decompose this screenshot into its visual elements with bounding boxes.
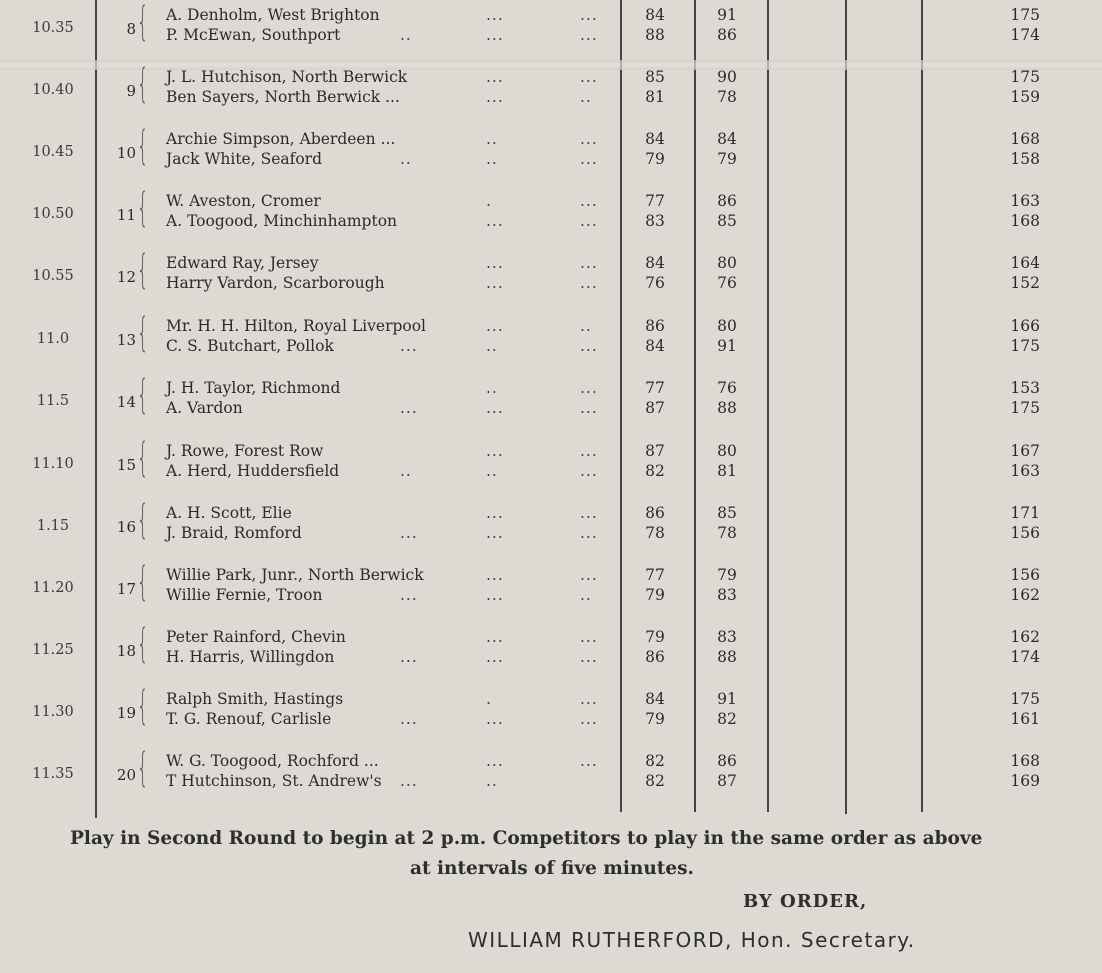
- round-2-score: 85: [717, 212, 737, 230]
- pair-number: 10: [116, 144, 136, 162]
- total-score: 167: [1010, 442, 1040, 460]
- leader-dots: ...: [486, 68, 504, 86]
- player-name: Mr. H. H. Hilton, Royal Liverpool: [166, 317, 427, 335]
- total-score: 161: [1010, 710, 1040, 728]
- player-name: Archie Simpson, Aberdeen ...: [166, 130, 396, 148]
- pairing-row: [0, 373, 1102, 435]
- brace-icon: {: [137, 621, 149, 667]
- round-1-score: 79: [645, 150, 665, 168]
- leader-dots: ...: [486, 88, 504, 106]
- total-score: 158: [1010, 150, 1040, 168]
- total-score: 175: [1010, 337, 1040, 355]
- round-1-score: 77: [645, 566, 665, 584]
- leader-dots: ...: [580, 442, 598, 460]
- pairing-row: [0, 622, 1102, 684]
- total-score: 174: [1010, 26, 1040, 44]
- leader-dots: ...: [580, 26, 598, 44]
- start-time: 10.35: [32, 20, 74, 36]
- round-1-score: 79: [645, 586, 665, 604]
- round-2-score: 80: [717, 442, 737, 460]
- leader-dots: ..: [580, 586, 592, 604]
- leader-dots: ...: [486, 628, 504, 646]
- round-2-score: 83: [717, 586, 737, 604]
- leader-dots: ...: [580, 524, 598, 542]
- round-1-score: 87: [645, 442, 665, 460]
- total-score: 152: [1010, 274, 1040, 292]
- brace-icon: {: [137, 61, 149, 107]
- pairing-row: [0, 560, 1102, 622]
- leader-dots: ...: [400, 337, 418, 355]
- start-time: 11.10: [32, 456, 74, 472]
- player-name: A. H. Scott, Elie: [166, 504, 292, 522]
- player-name: Edward Ray, Jersey: [166, 254, 319, 272]
- player-name: T Hutchinson, St. Andrew's: [166, 772, 382, 790]
- leader-dots: ...: [486, 254, 504, 272]
- leader-dots: ..: [400, 150, 412, 168]
- pairing-row: [0, 62, 1102, 124]
- brace-icon: {: [137, 497, 149, 543]
- pairing-row: [0, 311, 1102, 373]
- player-name: C. S. Butchart, Pollok: [166, 337, 334, 355]
- total-score: 175: [1010, 6, 1040, 24]
- round-2-score: 86: [717, 192, 737, 210]
- start-time: 11.0: [36, 331, 70, 347]
- leader-dots: ...: [580, 566, 598, 584]
- pair-number: 15: [116, 456, 136, 474]
- leader-dots: ...: [400, 648, 418, 666]
- leader-dots: ...: [400, 772, 418, 790]
- leader-dots: ...: [486, 6, 504, 24]
- total-score: 162: [1010, 586, 1040, 604]
- round-1-score: 86: [645, 504, 665, 522]
- player-name: Peter Rainford, Chevin: [166, 628, 346, 646]
- start-time: 10.50: [32, 206, 74, 222]
- pair-number: 12: [116, 268, 136, 286]
- pairing-row: [0, 436, 1102, 498]
- leader-dots: ...: [400, 710, 418, 728]
- pair-number: 16: [116, 518, 136, 536]
- round-1-score: 76: [645, 274, 665, 292]
- pair-number: 18: [116, 642, 136, 660]
- total-score: 174: [1010, 648, 1040, 666]
- player-name: H. Harris, Willingdon: [166, 648, 335, 666]
- leader-dots: ...: [580, 192, 598, 210]
- pairing-row: [0, 498, 1102, 560]
- brace-icon: {: [137, 247, 149, 293]
- leader-dots: ..: [400, 26, 412, 44]
- pair-number: 8: [126, 20, 136, 38]
- total-score: 156: [1010, 566, 1040, 584]
- total-score: 175: [1010, 68, 1040, 86]
- leader-dots: .: [486, 690, 492, 708]
- round-1-score: 77: [645, 379, 665, 397]
- by-order: BY ORDER,: [743, 891, 868, 912]
- round-2-score: 90: [717, 68, 737, 86]
- pairing-row: [0, 248, 1102, 310]
- round-1-score: 84: [645, 690, 665, 708]
- player-name: Ben Sayers, North Berwick ...: [166, 88, 400, 106]
- leader-dots: ...: [486, 274, 504, 292]
- round-1-score: 88: [645, 26, 665, 44]
- total-score: 159: [1010, 88, 1040, 106]
- leader-dots: ...: [580, 254, 598, 272]
- player-name: Willie Park, Junr., North Berwick: [166, 566, 424, 584]
- start-time: 10.40: [32, 82, 74, 98]
- round-1-score: 78: [645, 524, 665, 542]
- leader-dots: ...: [486, 710, 504, 728]
- player-name: J. H. Taylor, Richmond: [166, 379, 341, 397]
- round-1-score: 83: [645, 212, 665, 230]
- round-1-score: 81: [645, 88, 665, 106]
- brace-icon: {: [137, 435, 149, 481]
- total-score: 156: [1010, 524, 1040, 542]
- pairing-row: [0, 746, 1102, 808]
- leader-dots: ..: [486, 150, 498, 168]
- player-name: Harry Vardon, Scarborough: [166, 274, 385, 292]
- pair-number: 11: [116, 206, 136, 224]
- player-name: Willie Fernie, Troon: [166, 586, 323, 604]
- start-time: 10.45: [32, 144, 74, 160]
- start-time: 1.15: [36, 518, 70, 534]
- leader-dots: ..: [486, 379, 498, 397]
- round-1-score: 86: [645, 317, 665, 335]
- player-name: J. Braid, Romford: [166, 524, 302, 542]
- player-name: W. G. Toogood, Rochford ...: [166, 752, 379, 770]
- leader-dots: ..: [486, 772, 498, 790]
- brace-icon: {: [137, 123, 149, 169]
- pair-number: 19: [116, 704, 136, 722]
- total-score: 175: [1010, 399, 1040, 417]
- total-score: 175: [1010, 690, 1040, 708]
- round-1-score: 86: [645, 648, 665, 666]
- leader-dots: ..: [486, 337, 498, 355]
- total-score: 153: [1010, 379, 1040, 397]
- leader-dots: ..: [580, 317, 592, 335]
- leader-dots: ...: [580, 6, 598, 24]
- round-1-score: 82: [645, 462, 665, 480]
- brace-icon: {: [137, 559, 149, 605]
- pair-number: 17: [116, 580, 136, 598]
- brace-icon: {: [137, 372, 149, 418]
- leader-dots: ...: [400, 399, 418, 417]
- player-name: J. L. Hutchison, North Berwick: [166, 68, 408, 86]
- round-2-score: 81: [717, 462, 737, 480]
- total-score: 166: [1010, 317, 1040, 335]
- round-2-score: 91: [717, 337, 737, 355]
- round-2-score: 88: [717, 399, 737, 417]
- total-score: 162: [1010, 628, 1040, 646]
- total-score: 168: [1010, 752, 1040, 770]
- round-2-score: 76: [717, 379, 737, 397]
- total-score: 164: [1010, 254, 1040, 272]
- round-2-score: 80: [717, 317, 737, 335]
- leader-dots: .: [486, 192, 492, 210]
- signature: WILLIAM RUTHERFORD, Hon. Secretary.: [468, 928, 916, 952]
- brace-icon: {: [137, 745, 149, 791]
- pair-number: 9: [126, 82, 136, 100]
- round-1-score: 84: [645, 337, 665, 355]
- leader-dots: ...: [486, 212, 504, 230]
- leader-dots: ...: [580, 648, 598, 666]
- leader-dots: ...: [486, 26, 504, 44]
- player-name: A. Herd, Huddersfield: [166, 462, 340, 480]
- start-time: 11.20: [32, 580, 74, 596]
- player-name: J. Rowe, Forest Row: [166, 442, 324, 460]
- start-time: 11.35: [32, 766, 74, 782]
- leader-dots: ..: [400, 462, 412, 480]
- leader-dots: ...: [580, 150, 598, 168]
- player-name: T. G. Renouf, Carlisle: [166, 710, 332, 728]
- leader-dots: ...: [580, 752, 598, 770]
- interval-notice: at intervals of five minutes.: [410, 858, 694, 879]
- leader-dots: ...: [486, 524, 504, 542]
- round-2-score: 86: [717, 752, 737, 770]
- brace-icon: {: [137, 683, 149, 729]
- pairing-row: [0, 186, 1102, 248]
- total-score: 168: [1010, 212, 1040, 230]
- player-name: A. Vardon: [166, 399, 243, 417]
- leader-dots: ...: [580, 504, 598, 522]
- player-name: W. Aveston, Cromer: [166, 192, 321, 210]
- leader-dots: ...: [580, 130, 598, 148]
- round-1-score: 82: [645, 752, 665, 770]
- round-1-score: 84: [645, 6, 665, 24]
- round-2-score: 84: [717, 130, 737, 148]
- player-name: A. Denholm, West Brighton: [166, 6, 380, 24]
- total-score: 163: [1010, 462, 1040, 480]
- leader-dots: ...: [486, 752, 504, 770]
- pairing-row: [0, 0, 1102, 62]
- start-time: 10.55: [32, 268, 74, 284]
- round-2-score: 86: [717, 26, 737, 44]
- leader-dots: ...: [580, 399, 598, 417]
- leader-dots: ...: [400, 586, 418, 604]
- leader-dots: ...: [580, 628, 598, 646]
- round-2-score: 76: [717, 274, 737, 292]
- start-time: 11.25: [32, 642, 74, 658]
- round-1-score: 77: [645, 192, 665, 210]
- leader-dots: ...: [486, 648, 504, 666]
- round-2-score: 79: [717, 566, 737, 584]
- leader-dots: ...: [486, 566, 504, 584]
- leader-dots: ...: [580, 337, 598, 355]
- leader-dots: ...: [486, 317, 504, 335]
- round-2-score: 78: [717, 524, 737, 542]
- round-1-score: 79: [645, 710, 665, 728]
- round-2-score: 85: [717, 504, 737, 522]
- pair-number: 20: [116, 766, 136, 784]
- round-1-score: 87: [645, 399, 665, 417]
- round-1-score: 84: [645, 130, 665, 148]
- round-2-score: 88: [717, 648, 737, 666]
- second-round-notice: Play in Second Round to begin at 2 p.m. Competitors to play in the same order as above: [70, 828, 983, 849]
- player-name: Jack White, Seaford: [166, 150, 323, 168]
- round-2-score: 87: [717, 772, 737, 790]
- round-1-score: 85: [645, 68, 665, 86]
- player-name: Ralph Smith, Hastings: [166, 690, 344, 708]
- round-2-score: 91: [717, 690, 737, 708]
- round-1-score: 82: [645, 772, 665, 790]
- brace-icon: {: [137, 310, 149, 356]
- leader-dots: ...: [580, 274, 598, 292]
- round-2-score: 78: [717, 88, 737, 106]
- round-2-score: 83: [717, 628, 737, 646]
- leader-dots: ...: [580, 710, 598, 728]
- leader-dots: ...: [580, 690, 598, 708]
- round-2-score: 80: [717, 254, 737, 272]
- player-name: P. McEwan, Southport: [166, 26, 341, 44]
- brace-icon: {: [137, 185, 149, 231]
- round-2-score: 91: [717, 6, 737, 24]
- leader-dots: ..: [486, 462, 498, 480]
- round-2-score: 79: [717, 150, 737, 168]
- leader-dots: ...: [580, 68, 598, 86]
- player-name: A. Toogood, Minchinhampton: [166, 212, 398, 230]
- round-1-score: 84: [645, 254, 665, 272]
- brace-icon: {: [137, 0, 149, 45]
- total-score: 169: [1010, 772, 1040, 790]
- leader-dots: ...: [486, 399, 504, 417]
- pairing-row: [0, 684, 1102, 746]
- leader-dots: ...: [400, 524, 418, 542]
- leader-dots: ...: [580, 379, 598, 397]
- leader-dots: ...: [486, 586, 504, 604]
- round-1-score: 79: [645, 628, 665, 646]
- total-score: 163: [1010, 192, 1040, 210]
- leader-dots: ...: [486, 442, 504, 460]
- leader-dots: ..: [580, 88, 592, 106]
- start-time: 11.30: [32, 704, 74, 720]
- round-2-score: 82: [717, 710, 737, 728]
- leader-dots: ...: [580, 212, 598, 230]
- pair-number: 13: [116, 331, 136, 349]
- leader-dots: ..: [486, 130, 498, 148]
- total-score: 171: [1010, 504, 1040, 522]
- leader-dots: ...: [580, 462, 598, 480]
- pairing-row: [0, 124, 1102, 186]
- leader-dots: ...: [486, 504, 504, 522]
- pair-number: 14: [116, 393, 136, 411]
- total-score: 168: [1010, 130, 1040, 148]
- start-time: 11.5: [36, 393, 70, 409]
